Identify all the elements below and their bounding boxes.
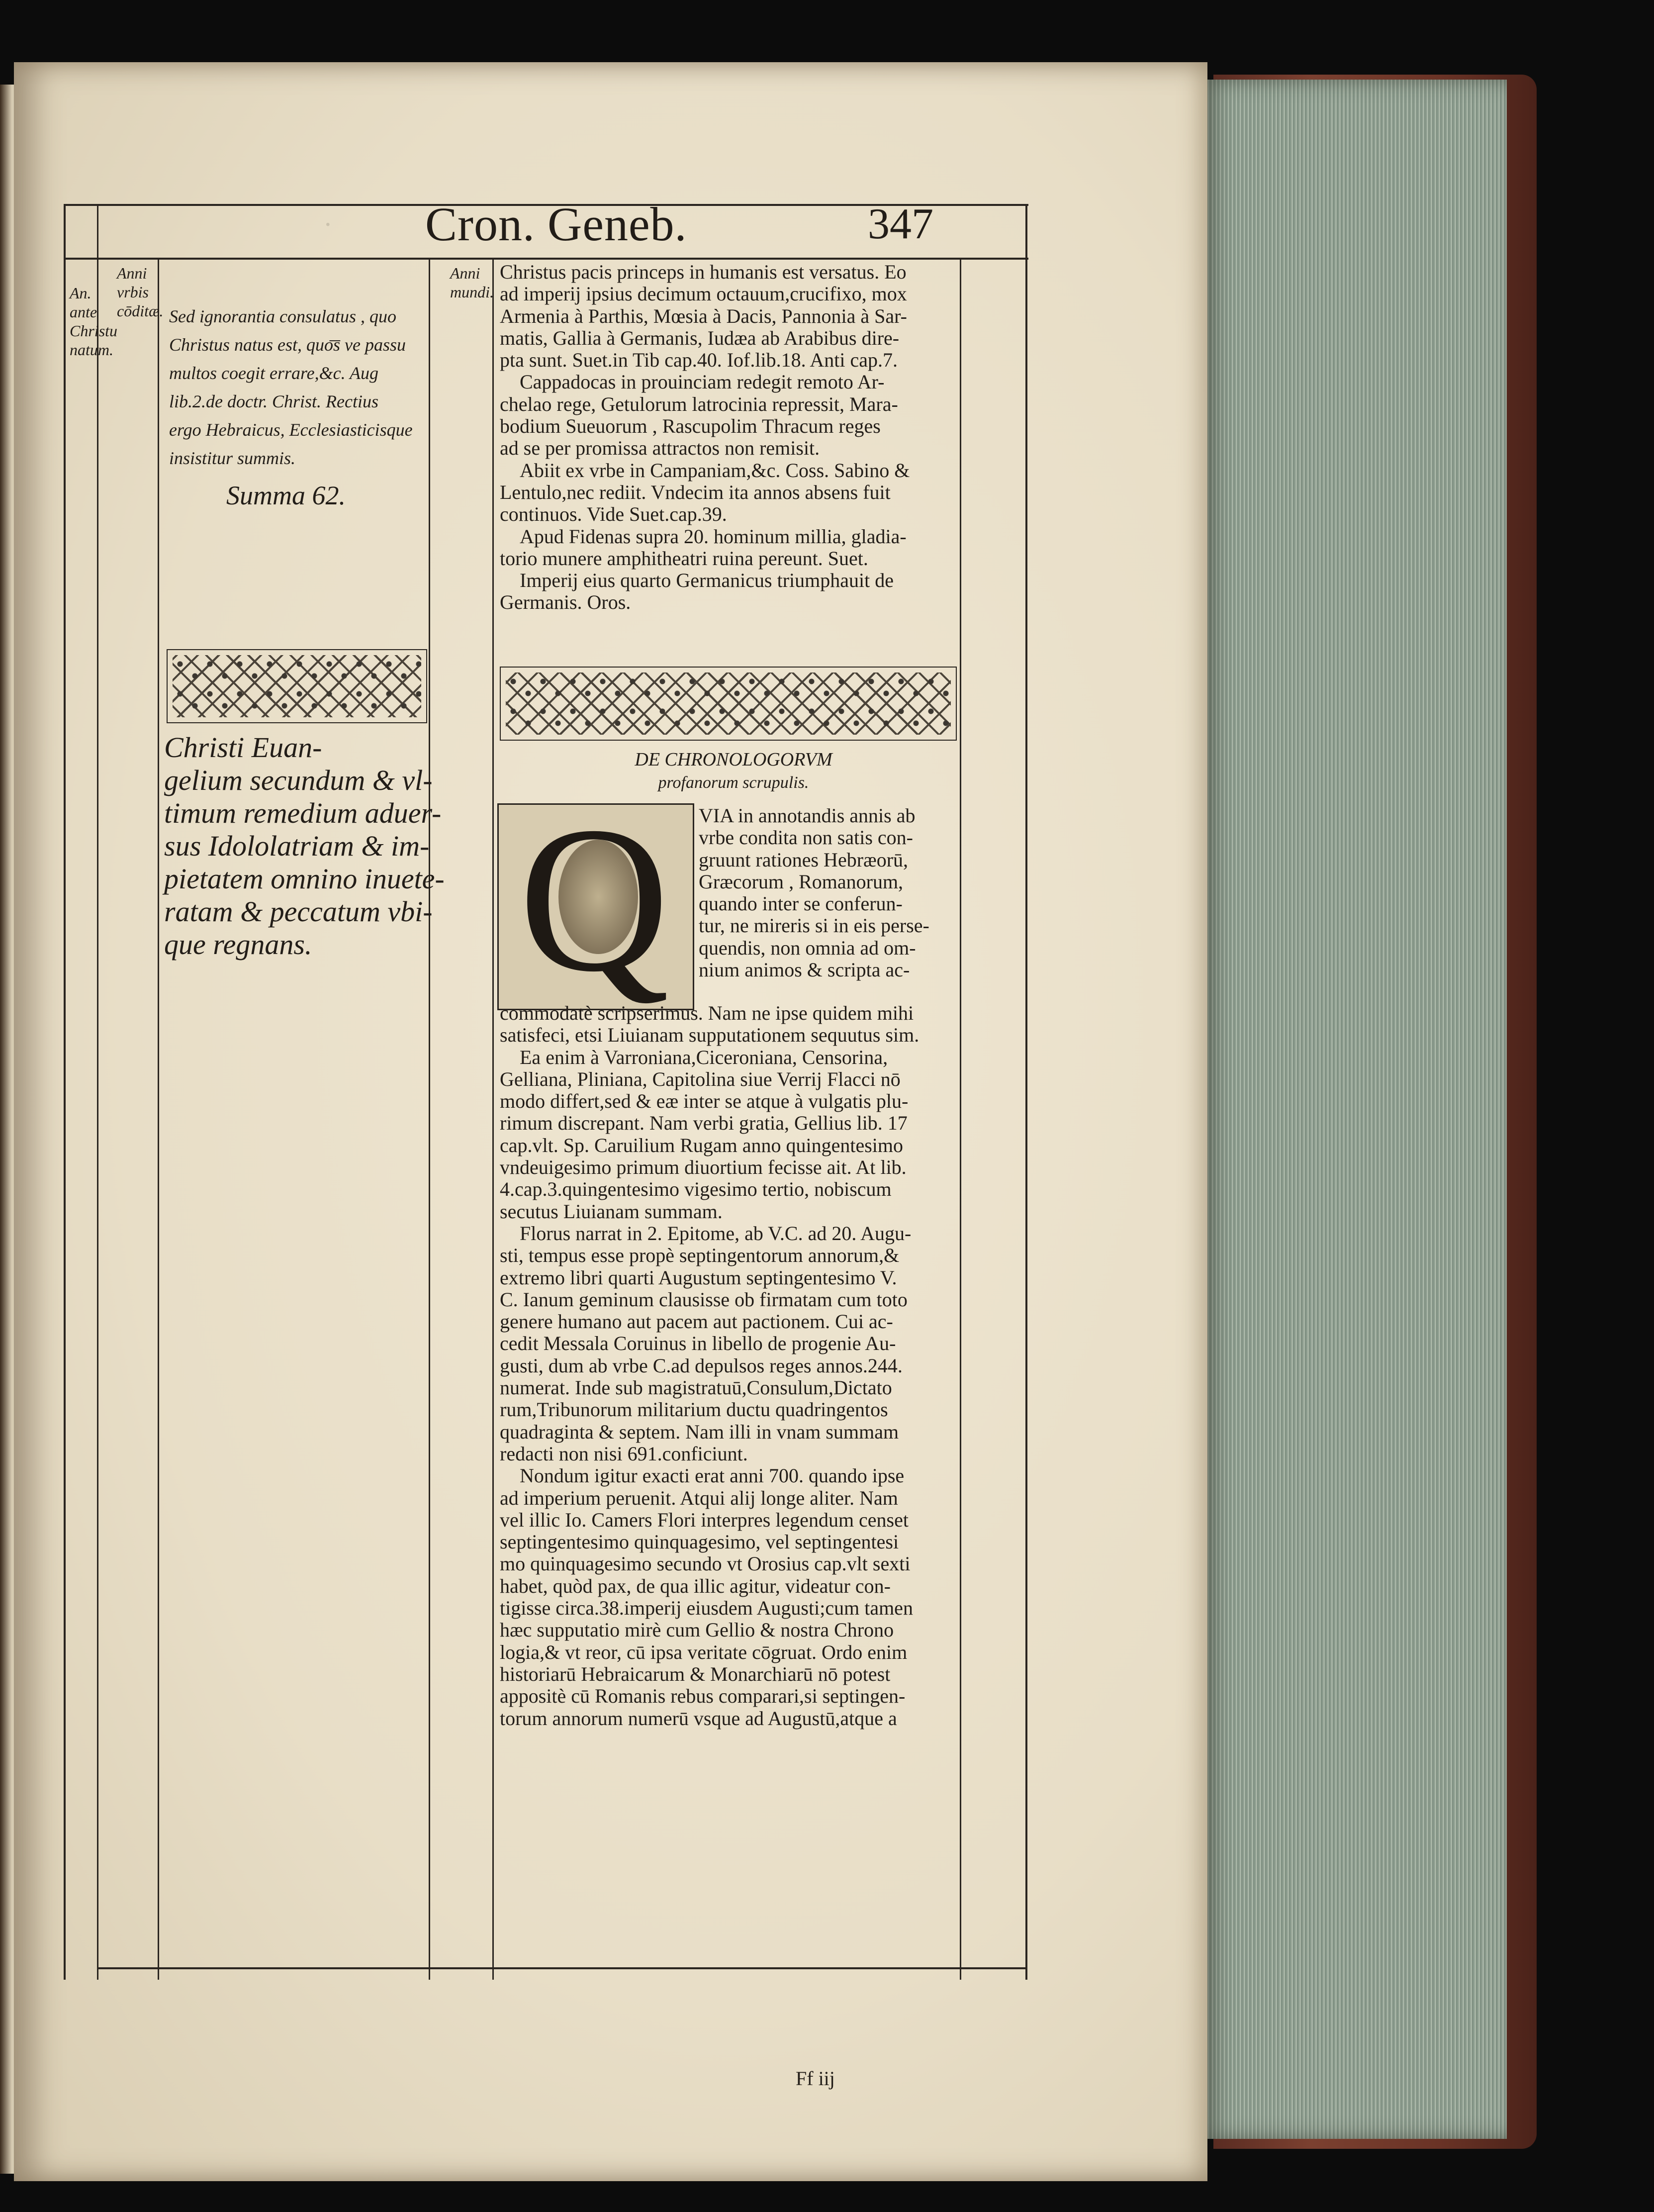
frame-left-rule: [64, 204, 66, 1980]
header-bottom-rule: [64, 258, 1028, 260]
col5-rule: [960, 258, 961, 1980]
col3-rule: [429, 258, 430, 1980]
body-text-initial: VIA in annotandis annis ab vrbe condita non satis con- gruunt rationes Hebræorū, Græcorum , Romanorum, quando inter se conferun- tur, ne mireris si in eis perse- quendis, non omnia ad om- nium animos & scripta ac-: [699, 804, 929, 981]
page-block-edge: [1198, 80, 1507, 2139]
margin-note: Sed ignorantia consulatus , quo Christus natus est, quo͞s ve passu multos coegit errare,&c. Aug lib.2.de doctr. Christ. Rectius ergo Hebraicus, Ecclesiasticisque insistitur summis.: [169, 306, 413, 468]
page-number: 347: [868, 200, 933, 248]
section-subtitle: profanorum scrupulis.: [658, 773, 809, 792]
ornament-band-right: [500, 667, 957, 741]
decorated-initial: [497, 783, 694, 1015]
body-text-main: commodatè scripserimus. Nam ne ipse quidem mihi satisfeci, etsi Liuianam supputationem sequutus sim. Ea enim à Varroniana,Ciceroniana, Censorina, Gelliana, Pliniana, Capitolina siue Verrij Flacci nō modo differt,sed & eæ inter se atque à vulgatis plu- rimum discrepant. Nam verbi gratia, Gellius lib. 17 cap.vlt. Sp. Caruilium Rugam anno quingentesimo vndeuigesimo primum diuortium fecisse ait. At lib. 4.cap.3.quingentesimo vigesimo tertio, nobiscum secutus Liuianam summam. Florus narrat in 2. Epitome, ab V.C. ad 20. Augu- sti, tempus esse propè septingentorum annorum,& extremo libri quarti Augustum septingentesimo V. C. Ianum geminum clausisse ob firmatam cum toto genere humano aut pacem aut pactionem. Cui ac- cedit Messala Coruinus in libello de progenie Au- gusti, dum ab vrbe C.ad depulsos reges annos.244. numerat. Inde sub magistratuū,Consulum,Dictato rum,Tribunorum militarium ductu quadringentos quadraginta & septem. Nam illi in vnam summam redacti non nisi 691.conficiunt. Nondum igitur exacti erat anni 700. quando ipse ad imperium peruenit. Atqui alij longe aliter. Nam vel illic Io. Camers Flori interpres legendum censet septingentesimo quinquagesimo, vel septingentesi mo quinquagesimo secundo vt Orosius cap.vlt sexti habet, quòd pax, de qua illic agitur, videatur con- tigisse circa.38.imperij eiusdem Augusti;cum tamen hæc supputatio mirè cum Gellio & nostra Chrono logia,& vt reor, cū ipsa veritate cōgruat. Ordo enim historiarū Hebraicarum & Monarchiarū nō potest appositè cū Romanis rebus comparari,si septingen- torum annorum numerū vsque ad Augustū,atque a: [500, 1002, 919, 1730]
running-title: Cron. Geneb.: [425, 197, 687, 251]
section-title: DE CHRONOLOGORVM: [635, 749, 832, 770]
show-through-text: ·: [323, 209, 337, 240]
ornament-band-left: [167, 649, 427, 723]
drop-cap-letter: Q: [519, 783, 670, 1015]
col1-rule: [97, 204, 98, 1980]
body-text-top: Christus pacis princeps in humanis est versatus. Eo ad imperij ipsius decimum octauum,crucifixo, mox Armenia à Parthis, Mœsia à Dacis, Pannonia à Sar- matis, Gallia à Germanis, Iudæa ab Arabibus dire- pta sunt. Suet.in Tib cap.40. Iof.lib.18. Anti cap.7. Cappadocas in prouinciam redegit remoto Ar- chelao rege, Getulorum latrocinia repressit, Mara- bodium Sueuorum , Rascupolim Thracum reges ad se per promissa attractos non remisit. Abiit ex vrbe in Campaniam,&c. Coss. Sabino & Lentulo,nec rediit. Vndecim ita annos absens fuit continuos. Vide Suet.cap.39. Apud Fidenas supra 20. hominum millia, gladia- torio munere amphitheatri ruina pereunt. Suet. Imperij eius quarto Germanicus triumphauit de Germanis. Oros.: [500, 261, 910, 614]
summa-note: Summa 62.: [226, 481, 346, 510]
col4-rule: [492, 258, 494, 1980]
signature-mark: Ff iij: [796, 2067, 835, 2090]
column-head-ante-christum: An. ante Christu natum.: [70, 284, 118, 359]
column-head-anni-mundi: Anni mundi.: [450, 264, 494, 301]
column-head-anni-vrbis: Anni vrbis cōditæ.: [117, 264, 164, 320]
col2-rule: [158, 258, 159, 1980]
footer-rule: [97, 1967, 1027, 1969]
frame-right-rule: [1025, 204, 1027, 1980]
side-heading: Christi Euan- gelium secundum & vl- timum remedium aduer- sus Idololatriam & im- pietatem omnino inuete- ratam & peccatum vbi- que regnans.: [164, 731, 445, 961]
